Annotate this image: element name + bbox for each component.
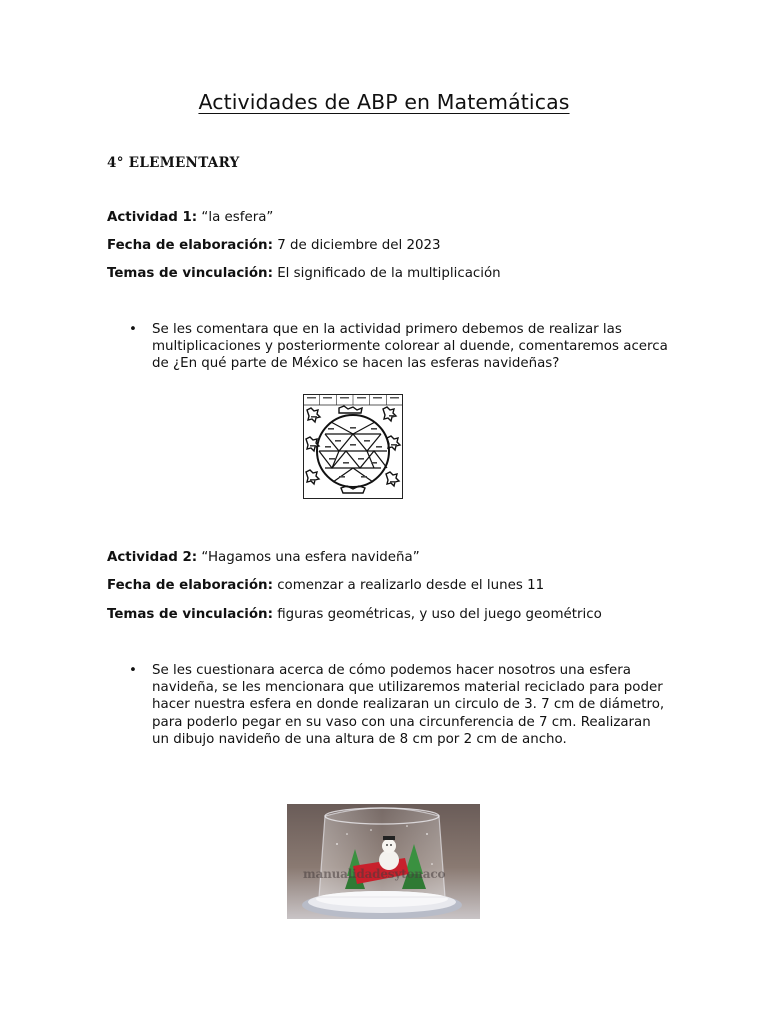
activity-2-bullet-text: Se les cuestionara acerca de cómo podemos hacer nosotros una esfera navideña, se les mencionara que utilizaremos material reciclado para poder hacer nuestra esfera en donde realizaran un circulo de 3. 7 cm de diámetro, para poderlo pegar en su vaso con una circunferencia de 7 cm. Realizaran un dibujo navideño de una altura de 8 cm por 2 cm de ancho.: [152, 663, 665, 747]
snow-globe-craft-photo-icon: [287, 804, 480, 919]
bullet-dot: •: [129, 663, 137, 678]
bullet-dot: •: [129, 322, 137, 337]
activity-1-topics-label: Temas de vinculación:: [107, 266, 273, 281]
activity-2-value: “Hagamos una esfera navideña”: [197, 550, 420, 565]
snow-globe-photo: [287, 804, 480, 919]
activity-1-date: [107, 238, 441, 253]
photo-watermark: manualidadesytonaco: [303, 867, 446, 881]
activity-1-date-label: Fecha de elaboración:: [107, 238, 273, 253]
grade-heading: 4° ELEMENTARY: [107, 155, 240, 171]
worksheet-image: [303, 394, 403, 499]
activity-2-date-value: comenzar a realizarlo desde el lunes 11: [272, 578, 545, 593]
activity-1-topics-value: El significado de la multiplicación: [272, 266, 501, 281]
activity-1-label: Actividad 1:: [107, 210, 198, 225]
color-by-multiplication-worksheet-icon: [303, 394, 403, 499]
activity-2-title: [107, 550, 420, 565]
activity-1-value: “la esfera”: [197, 210, 274, 225]
activity-2-bullet: [129, 662, 669, 748]
activity-2-date: [107, 578, 544, 593]
page-title: Actividades de ABP en Matemáticas: [198, 90, 570, 114]
activity-2-date-label: Fecha de elaboración:: [107, 578, 273, 593]
activity-1-date-value: 7 de diciembre del 2023: [272, 238, 441, 253]
activity-1-title: [107, 210, 273, 225]
activity-1-bullet-text: Se les comentara que en la actividad primero debemos de realizar las multiplicaciones y posteriormente colorear al duende, comentaremos acerca de ¿En qué parte de México se hacen las esferas navideñas?: [152, 322, 668, 372]
activity-1-bullet: [129, 321, 669, 373]
activity-2-label: Actividad 2:: [107, 550, 198, 565]
activity-2-topics-label: Temas de vinculación:: [107, 607, 273, 622]
activity-2-topics-value: figuras geométricas, y uso del juego geométrico: [272, 607, 602, 622]
activity-1-topics: [107, 266, 501, 281]
activity-2-topics: [107, 607, 602, 622]
